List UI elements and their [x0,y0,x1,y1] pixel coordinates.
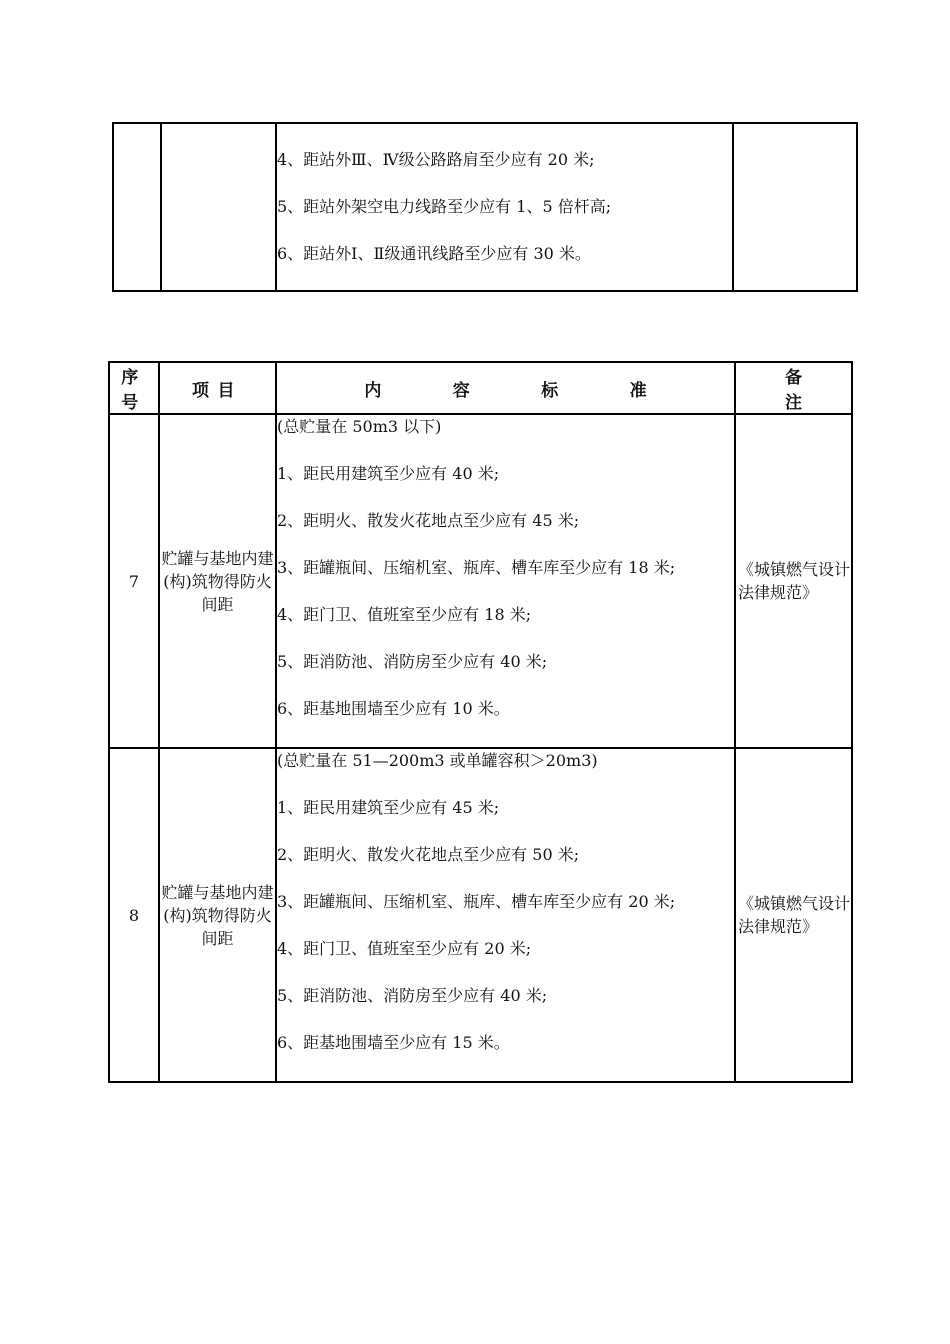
condition-text: (总贮量在 50m3 以下) [277,417,442,436]
list-item: 2、距明火、散发火花地点至少应有 45 米; [277,511,580,530]
header-remark: 备注 [735,362,852,414]
header-seq: 序号 [109,362,159,414]
list-item: 4、距门卫、值班室至少应有 20 米; [277,939,532,958]
header-content: 内容标准 [276,362,735,414]
list-item: 1、距民用建筑至少应有 45 米; [277,798,500,817]
remark-cell: 《城镇燃气设计法律规范》 [735,748,852,1082]
seq-cell [113,123,161,291]
list-item: 6、距基地围墙至少应有 10 米。 [277,699,510,718]
seq-cell: 8 [109,748,159,1082]
table-row [109,748,852,1082]
item-cell [161,123,276,291]
continuation-table [112,122,858,292]
header-item: 项目 [159,362,276,414]
seq-cell: 7 [109,414,159,748]
remark-cell [733,123,857,291]
table-header-row [109,362,852,414]
table-row [113,123,857,291]
list-item: 5、距消防池、消防房至少应有 40 米; [277,652,548,671]
list-item: 3、距罐瓶间、压缩机室、瓶库、槽车库至少应有 18 米; [277,558,676,577]
table-row [109,414,852,748]
content-cell [276,123,733,291]
list-item: 6、距站外Ⅰ、Ⅱ级通讯线路至少应有 30 米。 [277,244,591,263]
list-item: 5、距消防池、消防房至少应有 40 米; [277,986,548,1005]
item-cell: 贮罐与基地内建(构)筑物得防火间距 [159,414,276,748]
list-item: 6、距基地围墙至少应有 15 米。 [277,1033,510,1052]
condition-text: (总贮量在 51—200m3 或单罐容积＞20m3) [277,751,598,770]
list-item: 3、距罐瓶间、压缩机室、瓶库、槽车库至少应有 20 米; [277,892,676,911]
content-cell [276,414,735,748]
list-item: 5、距站外架空电力线路至少应有 1、5 倍杆高; [277,197,612,216]
item-cell: 贮罐与基地内建(构)筑物得防火间距 [159,748,276,1082]
remark-cell: 《城镇燃气设计法律规范》 [735,414,852,748]
list-item: 1、距民用建筑至少应有 40 米; [277,464,500,483]
standards-table [108,361,853,1083]
list-item: 4、距站外Ⅲ、Ⅳ级公路路肩至少应有 20 米; [277,150,595,169]
list-item: 4、距门卫、值班室至少应有 18 米; [277,605,532,624]
list-item: 2、距明火、散发火花地点至少应有 50 米; [277,845,580,864]
content-cell [276,748,735,1082]
